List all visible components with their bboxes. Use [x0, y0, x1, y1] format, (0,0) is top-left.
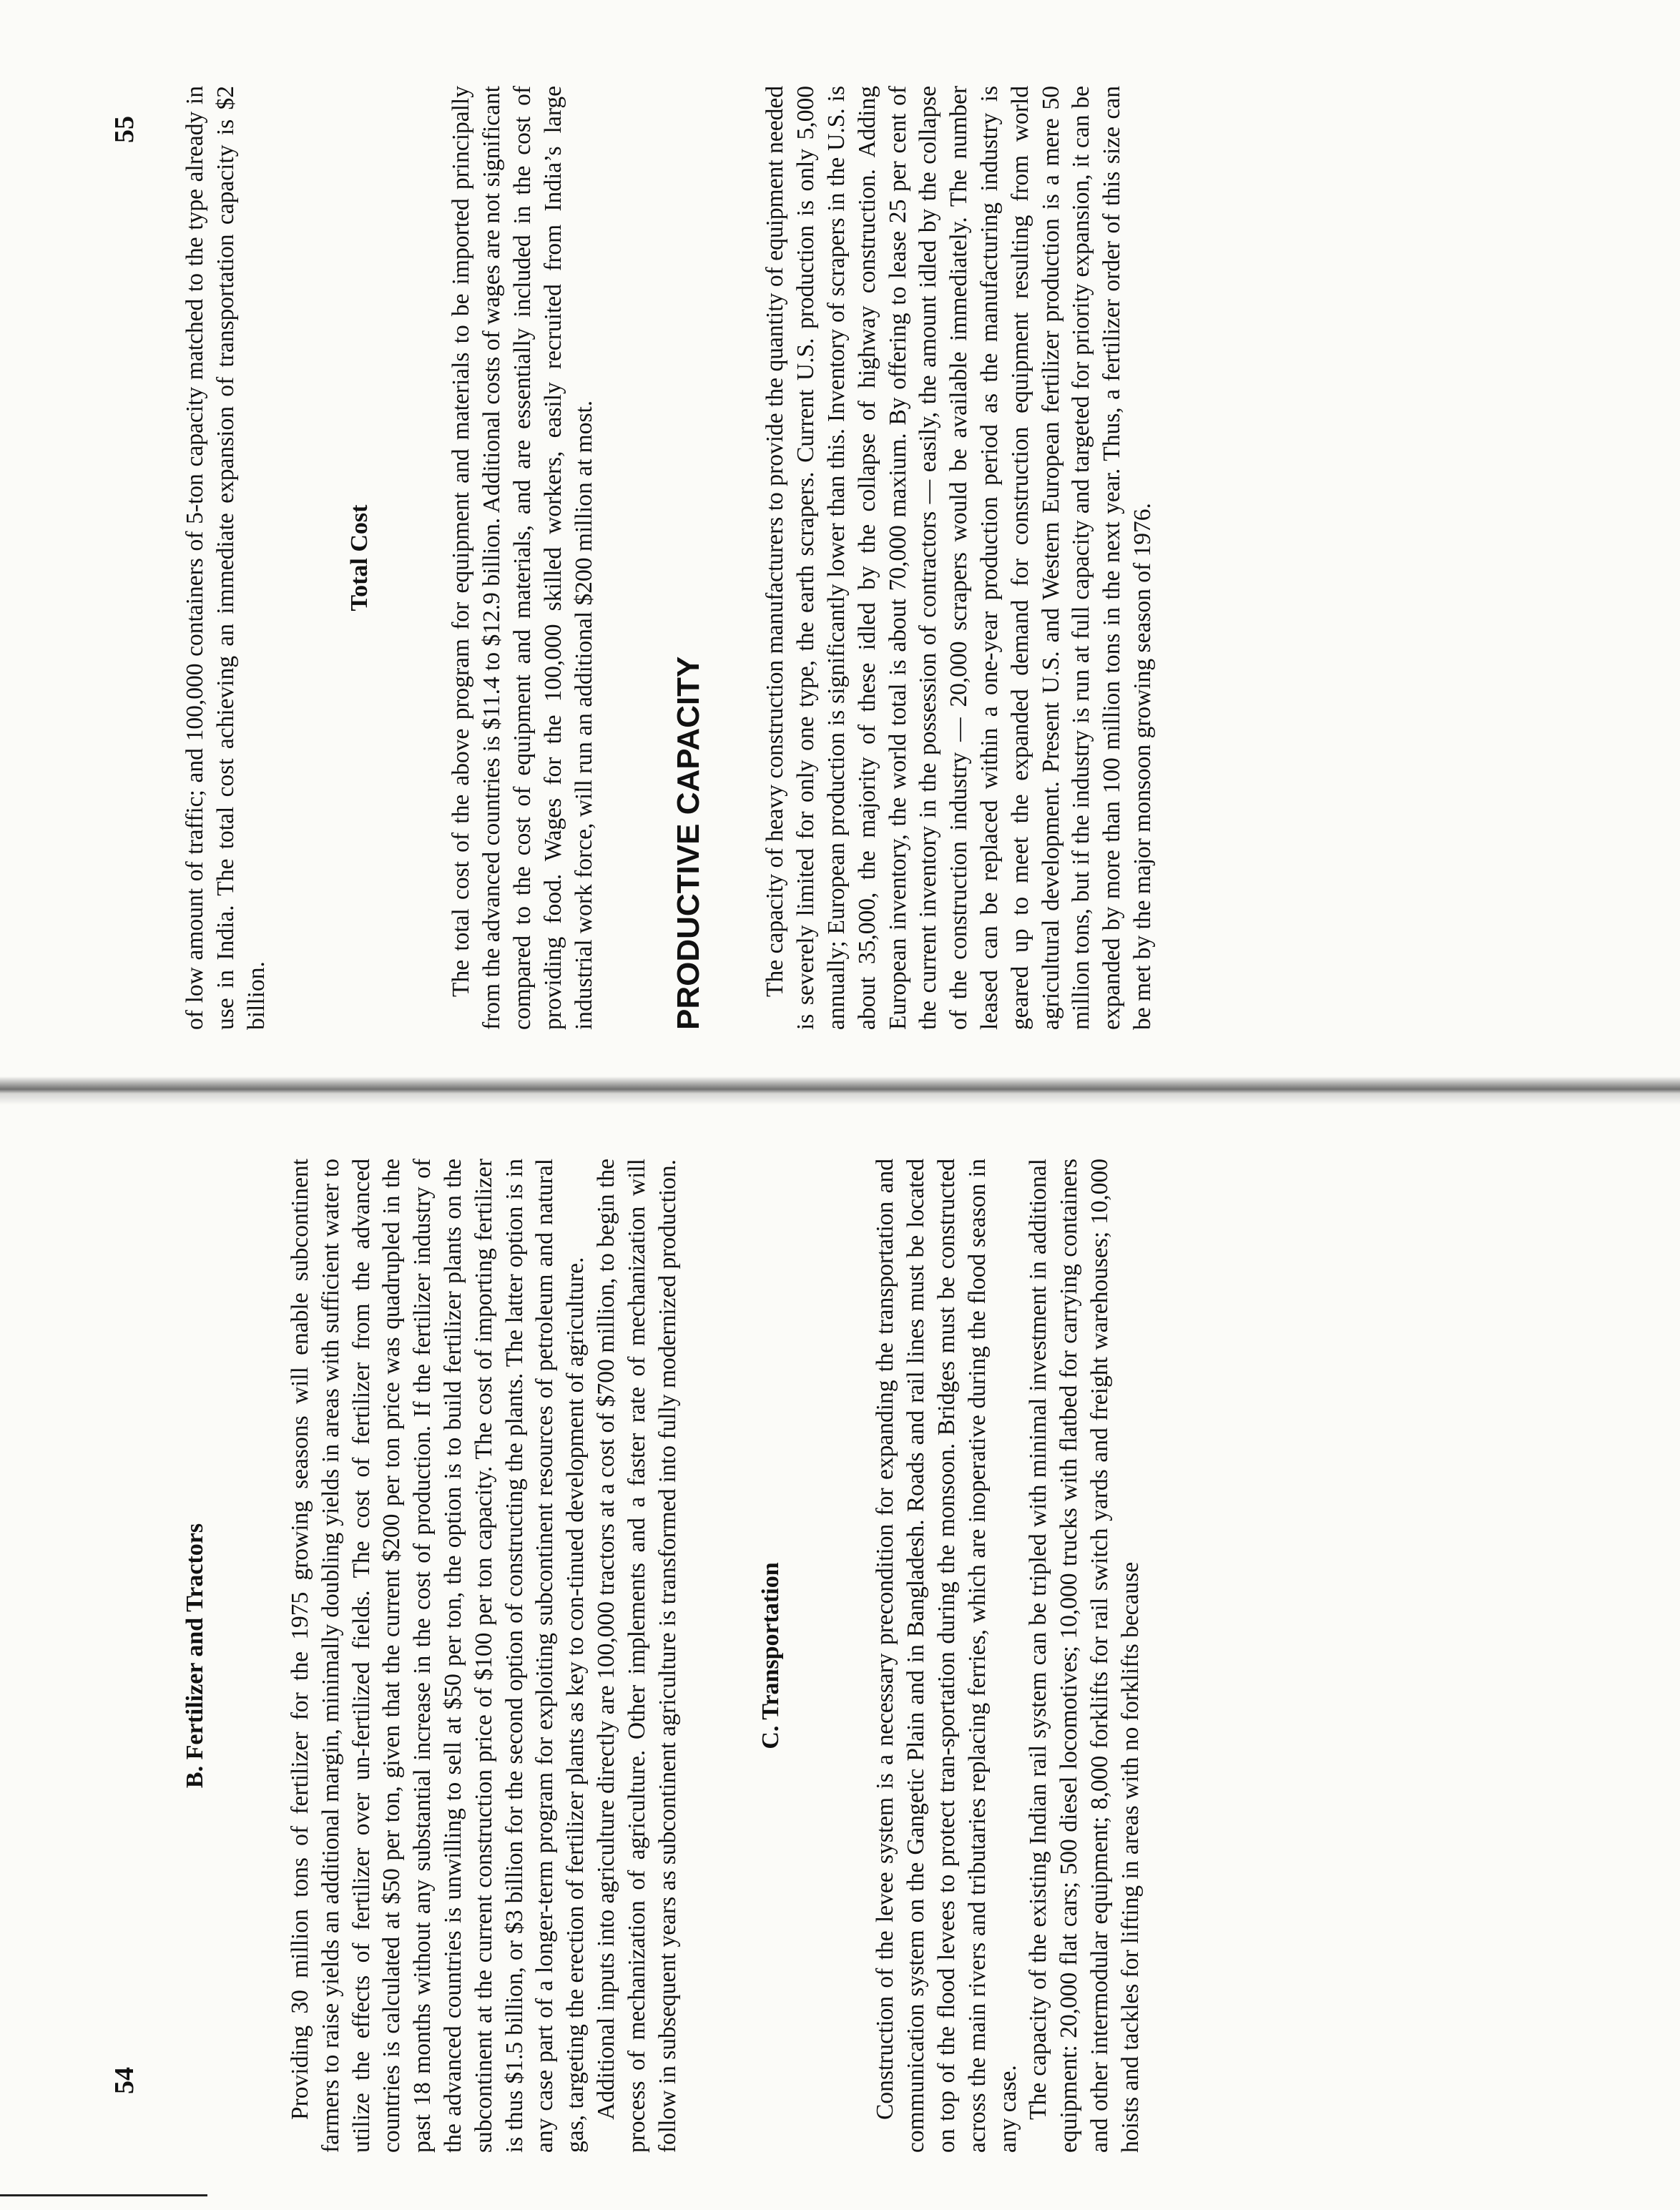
heading-transportation: C. Transportation [757, 1562, 785, 1749]
page-number-left: 54 [109, 2067, 139, 2094]
paragraph-continuation: of low amount of traffic; and 100,000 containers of 5-ton capacity matched to the type already in use in India. The total cost achieving an immediate expansion of transportation capacity is $2 billion. [182, 86, 270, 1030]
heading-productive-capacity: PRODUCTIVE CAPACITY [671, 656, 707, 1030]
paragraph-tractors: Additional inputs into agriculture directly are 100,000 tractors at a cost of $700 million, to begin the process of mechanization of agriculture. Other implements and a faster rate of mechanization will follow in subsequent years as subcontinent agriculture is transformed into fully modernized production. [592, 1159, 681, 2153]
heading-fertilizer-tractors: B. Fertilizer and Tractors [182, 1523, 208, 1789]
page-number-right: 55 [109, 116, 139, 143]
paragraph-fertilizer: Providing 30 million tons of fertilizer for the 1975 growing seasons will enable subcontinent farmers to raise yields an additional margin, minimally doubling yields in areas with sufficient water to utilize the effects of fertilizer over un-fertilized fields. The cost of fertilizer from the advanced countries is calculated at $50 per ton, given that the current $200 per ton price was quadrupled in the past 18 months without any substantial increase in the cost of production. If the fertilizer industry of the advanced countries is unwilling to sell at $50 per ton, the option is to build fertilizer plants on the subcontinent at the current construction price of $100 per ton capacity. The cost of importing fertilizer is thus $1.5 billion, or $3 billion for the second option of constructing the plants. The latter option is in any case part of a longer-term program for exploiting subcontinent resources of petroleum and natural gas, targeting the erection of fertilizer plants as key to con-tinued development of agriculture. [287, 1159, 589, 2153]
page-54 [180, 1159, 1146, 2153]
bottom-edge-rule [0, 2194, 207, 2196]
heading-total-cost: Total Cost [346, 504, 373, 612]
paragraph-levee-system: Construction of the levee system is a necessary precondition for expanding the transportation and communication system on the Gangetic Plain and in Bangladesh. Roads and rail lines must be located on top of the flood levees to protect tran-sportation during the monsoon. Bridges must be constructed across the main rivers and tributaries replacing ferries, which are inoperative during the flood season in any case. [872, 1159, 1021, 2153]
paragraph-productive-capacity: The capacity of heavy construction manufacturers to provide the quantity of equipment needed is severely limited for only one type, the earth scrapers. Current U.S. production is only 5,000 annually; European production is significantly lower than this. Inventory of scrapers in the U.S. is about 35,000, the majority of these idled by the collapse of highway construction. Adding European inventory, the world total is about 70,000 maxium. By offering to lease 25 per cent of the current inventory in the possession of contractors — easily, the amount idled by the collapse of the construction industry — 20,000 scrapers would be available immediately. The number leased can be replaced within a one-year production period as the manufacturing industry is geared up to meet the expanded demand for construction equipment resulting from world agricultural development. Present U.S. and Western European fertilizer production is a mere 50 million tons, but if the industry is run at full capacity and targeted for priority expansion, it can be expanded by more than 100 million tons in the next year. Thus, a fertilizer order of this size can be met by the major monsoon growing season of 1976. [762, 86, 1156, 1030]
page-gutter-shadow [0, 1076, 1680, 1105]
page-55 [180, 86, 1159, 1030]
paragraph-rail-capacity: The capacity of the existing Indian rail system can be tripled with minimal investment in additional equipment: 20,000 flat cars; 500 diesel locomotives; 10,000 trucks with flatbed for carrying containers and other intermodular equipment; 8,000 forklifts for rail switch yards and freight warehouses; 10,000 hoists and tackles for lifting in areas with no forklifts because [1025, 1159, 1144, 2153]
paragraph-total-cost: The total cost of the above program for equipment and materials to be imported principally from the advanced countries is $11.4 to $12.9 billion. Additional costs of wages are not significant compared to the cost of equipment and materials, and are essentially included in the cost of providing food. Wages for the 100,000 skilled workers, easily recruited from India’s large industrial work force, will run an additional $200 million at most. [448, 86, 597, 1030]
